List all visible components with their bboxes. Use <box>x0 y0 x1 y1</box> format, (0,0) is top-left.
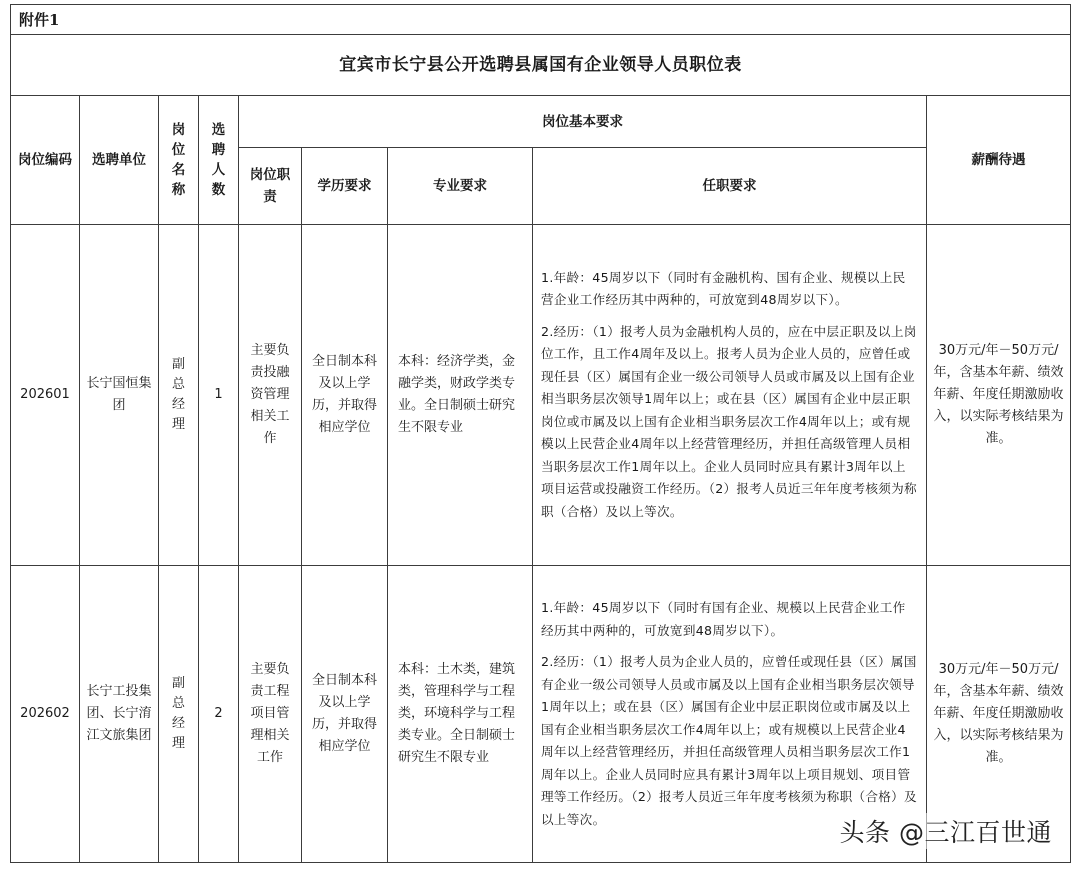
row-requirements <box>533 225 927 566</box>
row-position: 副总经理 <box>159 566 199 863</box>
row-education: 全日制本科及以上学历，并取得相应学位 <box>302 225 388 566</box>
row-unit: 长宁工投集团、长宁淯江文旅集团 <box>80 566 159 863</box>
attachment-row <box>11 5 1071 35</box>
table-title: 宜宾市长宁县公开选聘县属国有企业领导人员职位表 <box>11 35 1071 96</box>
header-unit: 选聘单位 <box>80 96 159 225</box>
row-major: 本科：经济学类，金融学类，财政学类专业。全日制硕士研究生不限专业 <box>388 225 533 566</box>
header-duty: 岗位职责 <box>239 148 302 225</box>
requirement-experience: 2.经历：（1）报考人员为企业人员的，应曾任或现任县（区）属国有企业一级公司领导人员或市属及以上国有企业相当职务层次领导1周年以上；或在县（区）属国有企业中层正职岗位或市属及以上国有企业相当职务层次工作4周年以上；或有规模以上民营企业4周年以上经营管理经历，并担任高级管理人员相当职务层次工作1周年以上。企业人员同时应具有累计3周年以上项目规划、项目管理等工作经历。（2）报考人员近三年年度考核须为称职（合格）及以上等次。 <box>541 654 917 827</box>
row-unit: 长宁国恒集团 <box>80 225 159 566</box>
row-salary: 30万元/年－50万元/年，含基本年薪、绩效年薪、年度任期激励收入，以实际考核结果为准。 <box>927 225 1071 566</box>
row-code: 202601 <box>11 225 80 566</box>
row-code: 202602 <box>11 566 80 863</box>
requirement-age: 1.年龄：45周岁以下（同时有国有企业、规模以上民营企业工作经历其中两种的，可放宽到48周岁以下）。 <box>541 600 906 638</box>
header-basic-requirements: 岗位基本要求 <box>239 96 927 148</box>
row-duty: 主要负责工程项目管理相关工作 <box>239 566 302 863</box>
header-salary: 薪酬待遇 <box>927 96 1071 225</box>
title-row <box>11 35 1071 96</box>
row-count: 1 <box>199 225 239 566</box>
requirement-experience: 2.经历：（1）报考人员为金融机构人员的，应在中层正职及以上岗位工作，且工作4周年及以上。报考人员为企业人员的，应曾任或现任县（区）属国有企业一级公司领导人员或市属及以上国有企业相当职务层次领导1周年以上；或在县（区）属国有企业中层正职岗位或市属及以上国有企业相当职务层次工作4周年以上；或有规模以上民营企业4周年以上经营管理经历，并担任高级管理人员相当职务层次工作1周年以上。企业人员同时应具有累计3周年以上项目运营或投融资工作经历。（2）报考人员近三年年度考核须为称职（合格）及以上等次。 <box>541 323 917 519</box>
attachment-label: 附件1 <box>11 5 1071 35</box>
header-count: 选聘人数 <box>199 96 239 225</box>
header-row-1 <box>11 96 1071 148</box>
header-position: 岗位名称 <box>159 96 199 225</box>
row-position: 副总经理 <box>159 225 199 566</box>
row-duty: 主要负责投融资管理相关工作 <box>239 225 302 566</box>
header-education: 学历要求 <box>302 148 388 225</box>
table-row <box>11 225 1071 566</box>
row-salary: 30万元/年－50万元/年，含基本年薪、绩效年薪、年度任期激励收入，以实际考核结果为准。 <box>927 566 1071 863</box>
row-education: 全日制本科及以上学历，并取得相应学位 <box>302 566 388 863</box>
header-code: 岗位编码 <box>11 96 80 225</box>
position-table <box>10 4 1071 863</box>
header-requirements: 任职要求 <box>533 148 927 225</box>
requirement-age: 1.年龄：45周岁以下（同时有金融机构、国有企业、规模以上民营企业工作经历其中两种的，可放宽到48周岁以下）。 <box>541 269 906 308</box>
row-major: 本科：土木类，建筑类，管理科学与工程类，环境科学与工程类专业。全日制硕士研究生不限专业 <box>388 566 533 863</box>
watermark: 头条 @三江百世通 <box>840 813 1052 849</box>
header-major: 专业要求 <box>388 148 533 225</box>
row-count: 2 <box>199 566 239 863</box>
